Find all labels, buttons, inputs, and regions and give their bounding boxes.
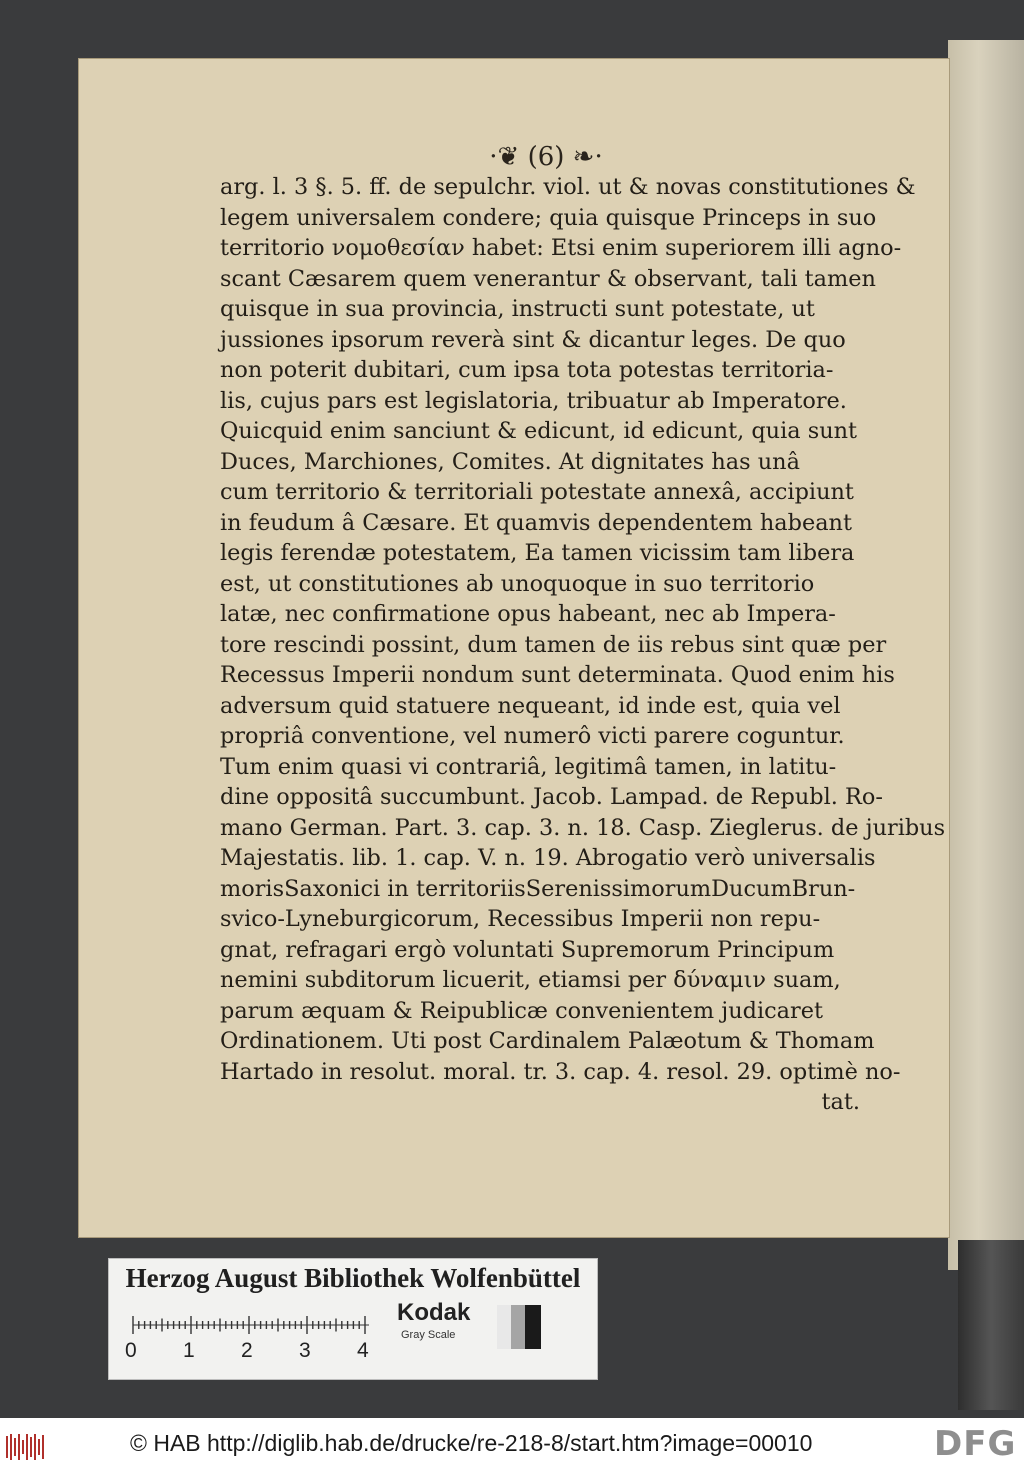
text-line: morisSaxonici in territoriisSerenissimorumDucumBrun- [220,875,856,902]
text-line: legem universalem condere; quia quisque Princeps in suo [220,204,877,231]
gray-scale-label: Gray Scale [401,1329,456,1341]
text-line: legis ferendæ potestatem, Ea tamen vicissim tam libera [220,540,855,566]
text-line: Recessus Imperii nondum sunt determinata. Quod enim his [220,662,895,688]
text-line: mano German. Part. 3. cap. 3. n. 18. Casp. Zieglerus. de juribus [220,814,946,841]
ruler-number-3: 3 [299,1339,311,1362]
text-line: Quicquid enim sanciunt & edicunt, id edicunt, quia sunt [220,418,858,444]
text-line: quisque in sua provincia, instructi sunt potestate, ut [220,296,815,322]
text-line: est, ut constitutiones ab unoquoque in suo territorio [220,570,815,597]
text-line: dine oppositâ succumbunt. Jacob. Lampad. de Republ. Ro- [220,784,883,810]
ruler-number-0: 0 [125,1339,137,1362]
text-line: nemini subditorum licuerit, etiamsi per δύναμιν suam, [220,967,841,993]
dfg-logo: DFG [934,1424,1017,1464]
ruler-number-1: 1 [183,1339,195,1362]
footer-bar [0,1418,1024,1472]
text-line: tat. [821,1089,860,1115]
text-line: non poterit dubitari, cum ipsa tota potestas territoria- [220,357,834,383]
text-line: svico-Lyneburgicorum, Recessibus Imperii non repu- [220,906,821,932]
library-card [108,1258,598,1380]
text-line: lis, cujus pars est legislatoria, tribuatur ab Imperatore. [220,387,847,414]
kodak-logo: Kodak [397,1299,471,1326]
text-line: jussiones ipsorum reverà sint & dicantur leges. De quo [220,326,846,353]
text-line: propriâ conventione, vel numerô victi parere coguntur. [220,723,845,749]
text-line: cum territorio & territoriali potestate annexâ, accipiunt [220,479,854,505]
text-line: Hartado in resolut. moral. tr. 3. cap. 4. resol. 29. optimè no- [220,1058,901,1085]
page-header: ·❦ (6) ❧· [489,142,603,172]
ruler-number-4: 4 [357,1339,369,1362]
text-line: in feudum â Cæsare. Et quamvis dependentem habeant [220,509,852,536]
text-line: gnat, refragari ergò voluntati Supremorum Principum [220,936,835,963]
library-name: Herzog August Bibliothek Wolfenbüttel [125,1263,581,1293]
page-text [220,172,946,1118]
gray-swatch-light [497,1305,511,1349]
gray-swatch-dark [525,1305,541,1349]
text-line: territorio νομοθεσίαν habet: Etsi enim superiorem illi agno- [220,235,902,261]
text-line: Majestatis. lib. 1. cap. V. n. 19. Abrogatio verò universalis [220,845,876,871]
barcode-icon [6,1432,46,1462]
ruler-numbers [125,1339,385,1367]
text-line: scant Cæsarem quem venerantur & observant, tali tamen [220,265,876,292]
book-spine [958,1240,1024,1410]
text-line: latæ, nec confirmatione opus habeant, nec ab Impera- [220,601,836,627]
adjacent-page-edge [948,40,1024,1270]
text-line: adversum quid statuere nequeant, id inde est, quia vel [220,692,841,719]
text-line: tore rescindi possint, dum tamen de iis rebus sint quæ per [220,631,887,658]
text-line: parum æquam & Reipublicæ convenientem judicaret [220,997,823,1024]
text-line: Duces, Marchiones, Comites. At dignitates has unâ [220,448,800,475]
text-line: Tum enim quasi vi contrariâ, legitimâ tamen, in latitu- [220,753,837,780]
source-url[interactable]: © HAB http://diglib.hab.de/drucke/re-218-8/start.htm?image=00010 [130,1430,813,1456]
text-line: Ordinationem. Uti post Cardinalem Palæotum & Thomam [220,1028,875,1054]
gray-swatch-mid [511,1305,525,1349]
text-line: arg. l. 3 §. 5. ff. de sepulchr. viol. ut & novas constitutiones & [220,174,916,200]
ruler-number-2: 2 [241,1339,253,1362]
